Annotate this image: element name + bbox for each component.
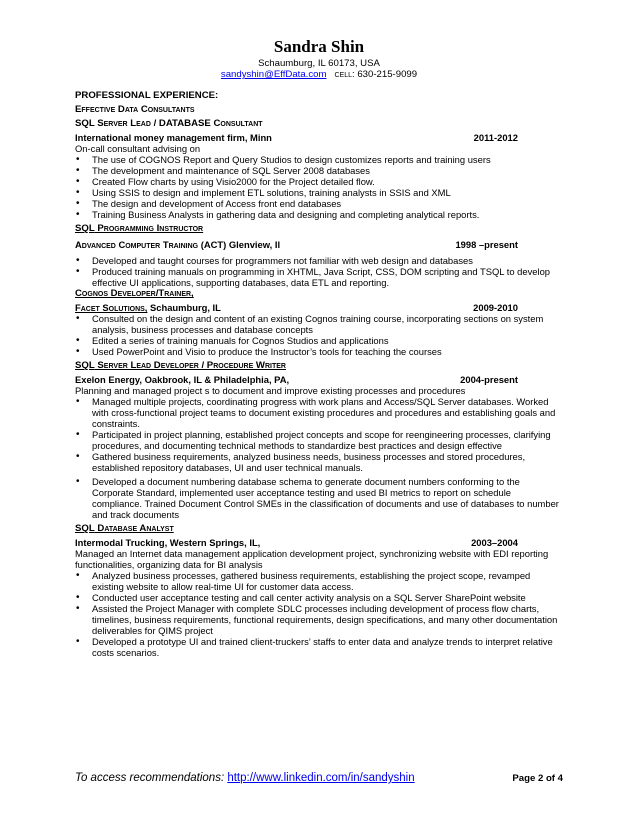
job-employer: Exelon Energy, Oakbrook, IL & Philadelphia, PA, <box>75 374 290 385</box>
list-item: • Consulted on the design and content of an existing Cognos training course, incorporating sections on system analysis, business processes and database concepts <box>75 313 562 335</box>
job-date: 2009-2010 <box>473 302 518 313</box>
list-item: • Managed multiple projects, coordinating progress with work plans and Access/SQL Server databases. Worked with cross-functional project teams to document existing procedures and procedures and establishing goals and constraints. <box>75 396 562 429</box>
job-employer: International money management firm, Minn <box>75 132 272 143</box>
cell-label: cell <box>334 69 352 80</box>
list-item: • The development and maintenance of SQL Server 2008 databases <box>75 165 562 176</box>
role-title: SQL Server Lead / DATABASE Consultant <box>75 118 263 129</box>
job-employer: Facet Solutions, Schaumburg, IL <box>75 302 221 313</box>
job-date: 2003–2004 <box>471 537 518 548</box>
contact-line <box>0 69 638 81</box>
job-date: 2011-2012 <box>473 132 518 143</box>
job-date: 1998 –present <box>455 239 518 250</box>
list-item: • Used PowerPoint and Visio to produce the Instructor’s tools for teaching the courses <box>75 346 562 357</box>
email-link[interactable]: sandyshin@EffData.com <box>220 69 327 80</box>
job-header <box>75 374 562 385</box>
list-item: • Analyzed business processes, gathered business requirements, establishing the project scope, revamped existing website to allow real-time UI for customer data access. <box>75 570 562 592</box>
experience-content <box>75 90 562 658</box>
list-item: • Developed a prototype UI and trained client-truckers’ staffs to enter data and analyze trends to interpret relative costs scenarios. <box>75 636 562 658</box>
job-header <box>75 302 562 313</box>
linkedin-link[interactable]: http://www.linkedin.com/in/sandyshin <box>227 772 415 784</box>
list-item: • The use of COGNOS Report and Query Studios to design customizes reports and training users <box>75 154 562 165</box>
page-number: Page 2 of 4 <box>512 773 563 784</box>
role-title: Cognos Developer/Trainer, <box>75 288 194 299</box>
list-item: • Created Flow charts by using Visio2000 for the Project detailed flow. <box>75 176 562 187</box>
list-item: • Edited a series of training manuals for Cognos Studios and applications <box>75 335 562 346</box>
section-title: PROFESSIONAL EXPERIENCE: <box>75 90 219 101</box>
job-description: On-call consultant advising on <box>75 143 201 154</box>
page-footer <box>75 773 563 784</box>
job-bullets <box>75 313 562 357</box>
job-description: Planning and managed project s to document and improve existing processes and procedures <box>75 385 466 396</box>
list-item: • Developed and taught courses for programmers not familiar with web design and databases <box>75 255 562 266</box>
job-bullets <box>75 396 562 520</box>
role-title: SQL Server Lead Developer / Procedure Writer <box>75 360 286 371</box>
role-title: SQL Database Analyst <box>75 523 174 534</box>
list-item: • Training Business Analysts in gathering data and designing and completing analytical reports. <box>75 209 562 220</box>
list-item: • Gathered business requirements, analyzed business needs, business processes and stored procedures, established repository databases, UI and user technical manuals. <box>75 451 562 473</box>
recommendations-line: To access recommendations: http://www.linkedin.com/in/sandyshin <box>75 772 415 784</box>
job-date: 2004-present <box>460 374 518 385</box>
company-name: Effective Data Consultants <box>75 104 195 115</box>
candidate-name: Sandra Shin <box>273 37 365 56</box>
role-title: SQL Programming Instructor <box>75 223 204 234</box>
list-item: • Conducted user acceptance testing and call center activity analysis on a SQL Server SharePoint website <box>75 592 562 603</box>
job-bullets <box>75 570 562 658</box>
job-header <box>75 132 562 143</box>
resume-header <box>0 37 638 81</box>
list-item: • Using SSIS to design and implement ETL solutions, training analysts in SSIS and XML <box>75 187 562 198</box>
list-item: • The design and development of Access front end databases <box>75 198 562 209</box>
list-item: • Participated in project planning, established project concepts and scope for reengineering processes, clarifying procedures, and documenting technical methods to standardize best practices and design effective <box>75 429 562 451</box>
job-bullets <box>75 255 562 288</box>
job-header <box>75 537 562 548</box>
list-item: • Produced training manuals on programming in XHTML, Java Script, CSS, DOM scripting and TSQL to develop effective UI applications, supporting databases, data ETL and reporting. <box>75 266 562 288</box>
job-description: Managed an Internet data management application development project, synchronizing website with EDI reporting functionalities, organizing data for BI analysis <box>75 548 549 570</box>
list-item: • Developed a document numbering database schema to generate document numbers conforming to the Corporate Standard, implemented user acceptance testing and used BI metrics to report on schedule compliance. Trained Document Control SMEs in the classification of documents and use of databases to number and track documents <box>75 476 562 520</box>
job-employer: Intermodal Trucking, Western Springs, IL, <box>75 537 261 548</box>
candidate-address: Schaumburg, IL 60173, USA <box>258 58 380 69</box>
phone-number: : 630-215-9099 <box>352 69 418 80</box>
job-employer: Advanced Computer Training (ACT) Glenview, Il <box>75 239 281 250</box>
job-bullets <box>75 154 562 220</box>
list-item: • Assisted the Project Manager with complete SDLC processes including development of process flow charts, timelines, business requirements, functional requirements, design specifications, and many other documentation deliverables for QIMS project <box>75 603 562 636</box>
job-header <box>75 239 562 250</box>
